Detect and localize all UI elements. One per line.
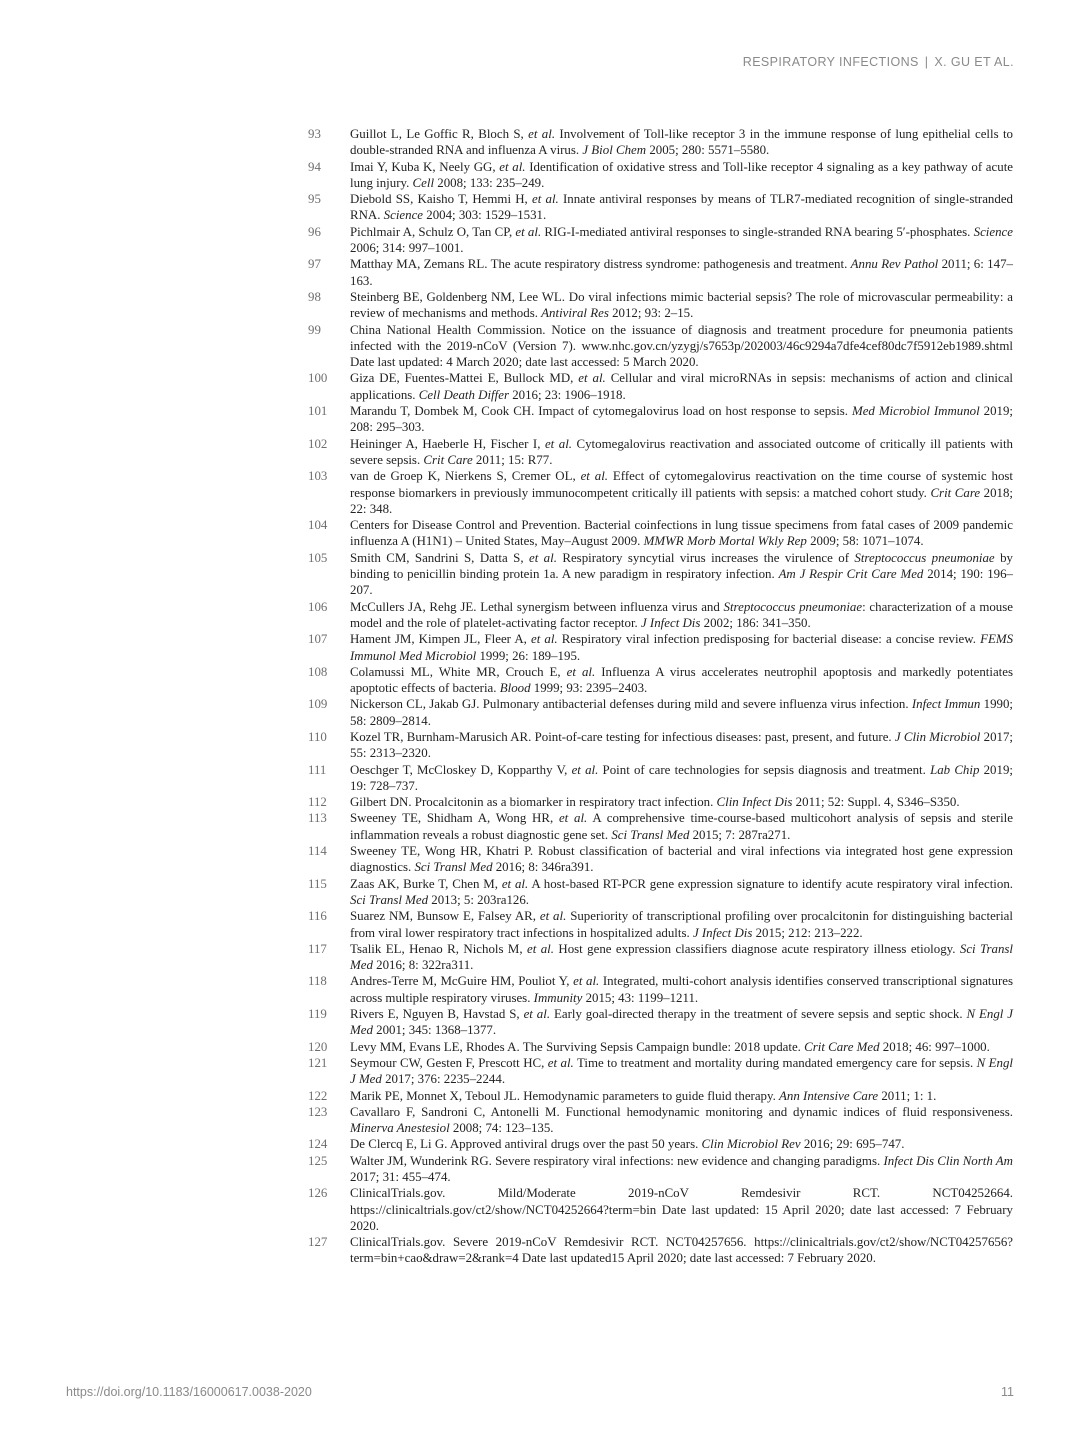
header-separator: |: [924, 55, 929, 69]
reference-item: [298, 256, 1013, 289]
reference-text: [350, 843, 1013, 876]
reference-number: 114: [308, 844, 327, 859]
reference-segment: van de Groep K, Nierkens S, Cremer OL,: [350, 469, 581, 484]
reference-italic-segment: Infect Immun: [911, 697, 981, 712]
reference-text: [350, 1055, 1013, 1088]
reference-segment: Walter JM, Wunderink RG. Severe respiratory viral infections: new evidence and changing paradigms.: [350, 1153, 884, 1168]
reference-segment: 2014; 190: 196–207.: [350, 567, 1013, 598]
reference-number: 113: [308, 811, 327, 826]
reference-segment: 2011; 52: Suppl. 4, S346–S350.: [792, 795, 960, 810]
reference-number: 105: [308, 550, 328, 565]
reference-italic-segment: et al.: [578, 371, 606, 386]
reference-item: [298, 908, 1013, 941]
reference-text: [350, 436, 1013, 469]
reference-number: 101: [308, 404, 328, 419]
reference-italic-segment: et al.: [528, 550, 557, 565]
reference-text: [350, 1185, 1013, 1234]
reference-segment: Marandu T, Dombek M, Cook CH. Impact of cytomegalovirus load on host response to sepsis.: [350, 404, 852, 419]
page-number: 11: [1001, 1385, 1014, 1399]
reference-item: [298, 403, 1013, 436]
reference-italic-segment: et al.: [528, 127, 556, 141]
reference-item: [298, 289, 1013, 322]
reference-segment: 2011; 6: 147–163.: [350, 257, 1013, 288]
reference-segment: Innate antiviral responses by means of TLR7-mediated recognition of single-stranded RNA.: [350, 192, 1013, 223]
reference-italic-segment: Infect Dis Clin North Am: [883, 1153, 1013, 1168]
reference-segment: 1990; 58: 2809–2814.: [350, 697, 1013, 728]
reference-number: 100: [308, 371, 328, 386]
reference-segment: 2017; 376: 2235–2244.: [381, 1072, 506, 1087]
reference-segment: 2015; 43: 1199–1211.: [582, 990, 699, 1005]
reference-segment: Gilbert DN. Procalcitonin as a biomarker in respiratory tract infection.: [350, 795, 717, 810]
reference-number: 119: [308, 1007, 327, 1022]
reference-number: 93: [308, 127, 321, 141]
reference-segment: Cavallaro F, Sandroni C, Antonelli M. Functional hemodynamic monitoring and dynamic indices of fluid responsiveness.: [350, 1104, 1013, 1119]
reference-segment: Identification of oxidative stress and Toll-like receptor 4 signaling as a key pathway of acute lung injury.: [350, 159, 1013, 190]
reference-segment: Point of care technologies for sepsis diagnosis and treatment.: [598, 762, 931, 777]
reference-segment: 2011; 15: R77.: [472, 452, 553, 467]
reference-italic-segment: et al.: [501, 876, 529, 891]
reference-segment: Diebold SS, Kaisho T, Hemmi H,: [350, 192, 532, 207]
reference-item: [298, 159, 1013, 192]
reference-text: [350, 191, 1013, 224]
journal-section: RESPIRATORY INFECTIONS: [742, 55, 919, 69]
reference-italic-segment: J Infect Dis: [640, 615, 701, 630]
reference-segment: Zaas AK, Burke T, Chen M,: [350, 876, 502, 891]
reference-italic-segment: et al.: [573, 974, 600, 989]
reference-segment: 2019; 19: 728–737.: [350, 762, 1013, 793]
reference-segment: Effect of cytomegalovirus reactivation on the time course of systemic host response biomarkers in previously immunocompetent critically ill patients with sepsis: a matched cohort study.: [350, 469, 1013, 500]
reference-number: 94: [308, 159, 321, 174]
running-head-authors: X. GU ET AL.: [934, 55, 1014, 69]
reference-segment: Levy MM, Evans LE, Rhodes A. The Surviving Sepsis Campaign bundle: 2018 update.: [350, 1039, 805, 1054]
reference-segment: 2005; 280: 5571–5580.: [646, 143, 770, 158]
reference-italic-segment: Sci Transl Med: [611, 827, 690, 842]
reference-text: [350, 729, 1013, 762]
reference-segment: Colamussi ML, White MR, Crouch E,: [350, 664, 567, 679]
reference-italic-segment: Annu Rev Pathol: [850, 257, 939, 272]
reference-segment: Hament JM, Kimpen JL, Fleer A,: [350, 632, 531, 647]
reference-item: [298, 729, 1013, 762]
reference-item: [298, 468, 1013, 517]
reference-number: 108: [308, 664, 328, 679]
reference-segment: Centers for Disease Control and Prevention. Bacterial coinfections in lung tissue specimens from fatal cases of 2009 pandemic influenza A (H1N1) – United States, May–August 2009.: [350, 518, 1013, 549]
reference-segment: 2018; 46: 997–1000.: [879, 1039, 990, 1054]
reference-number: 111: [308, 762, 327, 777]
reference-number: 115: [308, 876, 327, 891]
reference-text: [350, 1136, 1013, 1152]
reference-segment: Nickerson CL, Jakab GJ. Pulmonary antibacterial defenses during mild and severe influenza virus infection.: [350, 697, 912, 712]
reference-number: 121: [308, 1055, 328, 1070]
reference-segment: Tsalik EL, Henao R, Nichols M,: [350, 941, 528, 956]
reference-italic-segment: Streptococcus pneumoniae: [854, 550, 995, 565]
reference-item: [298, 1088, 1013, 1104]
reference-number: 104: [308, 518, 328, 533]
reference-italic-segment: Sci Transl Med: [350, 941, 1014, 973]
reference-italic-segment: et al.: [544, 436, 572, 451]
reference-text: [350, 126, 1013, 159]
reference-segment: Rivers E, Nguyen B, Havstad S,: [350, 1007, 524, 1022]
reference-segment: Kozel TR, Burnham-Marusich AR. Point-of-care testing for infectious diseases: past, present, and future.: [350, 729, 895, 744]
reference-segment: 2015; 7: 287ra271.: [689, 827, 791, 842]
reference-segment: Time to treatment and mortality during mandated emergency care for sepsis.: [573, 1055, 977, 1070]
reference-text: [350, 224, 1013, 257]
reference-italic-segment: et al.: [515, 224, 542, 239]
reference-number: 96: [308, 224, 321, 239]
reference-item: [298, 191, 1013, 224]
reference-item: [298, 1055, 1013, 1088]
reference-italic-segment: Sci Transl Med: [350, 892, 429, 907]
reference-segment: Early goal-directed therapy in the treatment of severe sepsis and septic shock.: [550, 1007, 967, 1022]
reference-item: [298, 810, 1013, 843]
reference-number: 110: [308, 729, 327, 744]
reference-italic-segment: et al.: [558, 811, 588, 826]
reference-item: [298, 1153, 1013, 1186]
reference-segment: by binding to penicillin binding protein 1a. A new paradigm in respiratory infection.: [350, 550, 1013, 582]
reference-number: 103: [308, 469, 328, 484]
reference-item: [298, 1006, 1013, 1039]
reference-text: [350, 696, 1013, 729]
reference-segment: Sweeney TE, Wong HR, Khatri P. Robust classification of bacterial and viral infections via integrated host gene expression diagnostics.: [350, 844, 1013, 875]
reference-segment: 2019; 208: 295–303.: [350, 404, 1013, 435]
reference-item: [298, 876, 1013, 909]
reference-italic-segment: N Engl J Med: [350, 1007, 1013, 1038]
reference-segment: A comprehensive time-course-based multicohort analysis of sepsis and sterile inflammation reveals a robust diagnostic gene set.: [350, 811, 1013, 842]
reference-segment: 2009; 58: 1071–1074.: [806, 534, 924, 549]
reference-text: [350, 289, 1013, 322]
reference-italic-segment: Science: [383, 208, 424, 223]
reference-italic-segment: Clin Infect Dis: [716, 795, 793, 810]
reference-segment: 2018; 22: 348.: [350, 485, 1014, 516]
reference-segment: Suarez NM, Bunsow E, Falsey AR,: [350, 909, 540, 924]
reference-item: [298, 843, 1013, 876]
reference-number: 126: [308, 1186, 328, 1201]
reference-italic-segment: et al.: [530, 632, 558, 647]
reference-text: [350, 322, 1013, 371]
reference-segment: 2016; 8: 322ra311.: [372, 958, 474, 973]
reference-italic-segment: Antiviral Res: [541, 306, 609, 321]
reference-text: [350, 1088, 1013, 1104]
reference-item: [298, 1039, 1013, 1055]
reference-number: 109: [308, 697, 328, 712]
reference-item: [298, 973, 1013, 1006]
reference-text: [350, 550, 1013, 599]
reference-italic-segment: et al.: [580, 469, 609, 484]
reference-segment: 1999; 26: 189–195.: [476, 648, 581, 663]
reference-number: 124: [308, 1137, 328, 1152]
reference-segment: Respiratory viral infection predisposing for bacterial disease: a concise review.: [557, 632, 981, 647]
reference-text: [350, 1234, 1013, 1267]
reference-segment: McCullers JA, Rehg JE. Lethal synergism between influenza virus and: [350, 599, 724, 614]
reference-italic-segment: Crit Care Med: [804, 1039, 880, 1054]
reference-number: 120: [308, 1039, 328, 1054]
reference-segment: China National Health Commission. Notice on the issuance of diagnosis and treatment procedure for pneumonia patients infected with the 2019-nCoV (Version 7). www.nhc.gov.cn/yzygj/s7653p/202003/46c9294a7dfe4cef80dc7f5912eb1989.shtml Date last updated: 4 March 2020; date last accessed: 5 March 2020.: [350, 322, 1013, 370]
reference-segment: Imai Y, Kuba K, Neely GG,: [350, 159, 500, 174]
reference-number: 122: [308, 1088, 328, 1103]
reference-segment: Seymour CW, Gesten F, Prescott HC,: [350, 1055, 548, 1070]
reference-segment: Involvement of Toll-like receptor 3 in the immune response of lung epithelial cells to double-stranded RNA and influenza A virus.: [350, 127, 1013, 158]
reference-italic-segment: Crit Care: [423, 452, 473, 467]
reference-segment: 2016; 29: 695–747.: [800, 1137, 905, 1152]
reference-segment: 2016; 23: 1906–1918.: [508, 387, 626, 402]
reference-segment: ClinicalTrials.gov. Severe 2019-nCoV Remdesivir RCT. NCT04257656. https://clinicaltrials.gov/ct2/show/NCT04257656?term=bin+cao&draw=2&rank=4 Date last updated15 April 2020; date last accessed: 7 February 2020.: [350, 1235, 1013, 1266]
reference-segment: 2011; 1: 1.: [878, 1088, 937, 1103]
reference-italic-segment: Sci Transl Med: [414, 860, 493, 875]
reference-italic-segment: Med Microbiol Immunol: [851, 404, 980, 419]
reference-italic-segment: FEMS Immunol Med Microbiol: [350, 632, 1014, 663]
reference-text: [350, 908, 1013, 941]
reference-italic-segment: et al.: [547, 1055, 574, 1070]
reference-italic-segment: MMWR Morb Mortal Wkly Rep: [643, 534, 807, 549]
reference-segment: 2008; 74: 123–135.: [449, 1121, 554, 1136]
reference-segment: Host gene expression classifiers diagnose acute respiratory illness etiology.: [553, 941, 960, 956]
reference-segment: Marik PE, Monnet X, Teboul JL. Hemodynamic parameters to guide fluid therapy.: [350, 1088, 780, 1103]
reference-segment: 2008; 133: 235–249.: [434, 175, 545, 190]
reference-number: 107: [308, 632, 328, 647]
reference-number: 98: [308, 289, 321, 304]
reference-number: 118: [308, 974, 327, 989]
reference-item: [298, 1185, 1013, 1234]
reference-item: [298, 941, 1013, 974]
reference-segment: Respiratory syncytial virus increases the virulence of: [556, 550, 855, 565]
reference-italic-segment: Cell: [412, 175, 435, 190]
reference-segment: Influenza A virus accelerates neutrophil apoptosis and markedly potentiates apoptotic effects of bacteria.: [350, 664, 1014, 696]
reference-segment: Heininger A, Haeberle H, Fischer I,: [350, 436, 545, 451]
reference-text: [350, 517, 1013, 550]
reference-number: 127: [308, 1235, 328, 1250]
reference-italic-segment: N Engl J Med: [350, 1055, 1014, 1087]
reference-text: [350, 599, 1013, 632]
running-head: [743, 55, 1014, 69]
reference-italic-segment: et al.: [531, 192, 559, 207]
reference-item: [298, 696, 1013, 729]
reference-segment: Giza DE, Fuentes-Mattei E, Bullock MD,: [350, 371, 579, 386]
reference-text: [350, 762, 1013, 795]
reference-segment: 2004; 303: 1529–1531.: [423, 208, 547, 223]
reference-number: 125: [308, 1153, 328, 1168]
reference-segment: De Clercq E, Li G. Approved antiviral drugs over the past 50 years.: [350, 1137, 702, 1152]
reference-text: [350, 664, 1013, 697]
reference-segment: Cellular and viral microRNAs in sepsis: mechanisms of action and clinical applications.: [350, 371, 1014, 402]
reference-segment: 2015; 212: 213–222.: [752, 925, 863, 940]
reference-italic-segment: Crit Care: [930, 485, 981, 500]
reference-item: [298, 370, 1013, 403]
reference-segment: Sweeney TE, Shidham A, Wong HR,: [350, 811, 559, 826]
reference-segment: Matthay MA, Zemans RL. The acute respiratory distress syndrome: pathogenesis and treatment.: [350, 257, 851, 272]
reference-item: [298, 436, 1013, 469]
reference-item: [298, 224, 1013, 257]
reference-number: 117: [308, 941, 327, 956]
reference-segment: 2013; 5: 203ra126.: [428, 892, 530, 907]
reference-text: [350, 810, 1013, 843]
reference-segment: 2002; 186: 341–350.: [700, 615, 811, 630]
reference-segment: A host-based RT-PCR gene expression signature to identify acute respiratory viral infection.: [528, 876, 1014, 891]
reference-number: 102: [308, 436, 328, 451]
reference-text: [350, 631, 1013, 664]
reference-italic-segment: Lab Chip: [930, 762, 980, 777]
reference-segment: Andres-Terre M, McGuire HM, Pouliot Y,: [350, 974, 574, 989]
reference-text: [350, 1039, 1013, 1055]
reference-segment: Steinberg BE, Goldenberg NM, Lee WL. Do viral infections mimic bacterial sepsis? The role of microvascular permeability: a review of mechanisms and methods.: [350, 289, 1013, 321]
reference-item: [298, 664, 1013, 697]
reference-number: 95: [308, 192, 321, 207]
reference-italic-segment: Minerva Anestesiol: [350, 1121, 450, 1136]
reference-number: 116: [308, 909, 327, 924]
reference-text: [350, 876, 1013, 909]
reference-italic-segment: Clin Microbiol Rev: [701, 1137, 801, 1152]
reference-text: [350, 256, 1013, 289]
reference-item: [298, 794, 1013, 810]
reference-text: [350, 403, 1013, 436]
reference-item: [298, 1234, 1013, 1267]
reference-list: [298, 126, 1013, 1267]
reference-italic-segment: Cell Death Differ: [418, 387, 509, 402]
reference-italic-segment: et al.: [499, 159, 526, 174]
reference-text: [350, 1153, 1013, 1186]
reference-number: 99: [308, 322, 321, 337]
reference-italic-segment: et al.: [523, 1007, 551, 1022]
reference-segment: 2012; 93: 2–15.: [608, 306, 694, 321]
reference-segment: 2017; 55: 2313–2320.: [350, 729, 1013, 761]
reference-text: [350, 159, 1013, 192]
reference-text: [350, 941, 1013, 974]
reference-segment: Oeschger T, McCloskey D, Kopparthy V,: [350, 762, 572, 777]
reference-segment: 1999; 93: 2395–2403.: [530, 681, 648, 696]
reference-italic-segment: Ann Intensive Care: [779, 1088, 879, 1103]
reference-text: [350, 370, 1013, 403]
reference-italic-segment: J Biol Chem: [582, 143, 647, 158]
reference-item: [298, 550, 1013, 599]
reference-segment: RIG-I-mediated antiviral responses to single-stranded RNA bearing 5′-phosphates.: [541, 224, 974, 239]
reference-text: [350, 1006, 1013, 1039]
reference-number: 112: [308, 795, 327, 810]
reference-number: 97: [308, 257, 321, 272]
reference-item: [298, 1104, 1013, 1137]
reference-item: [298, 599, 1013, 632]
reference-italic-segment: et al.: [539, 909, 567, 924]
reference-segment: 2006; 314: 997–1001.: [350, 241, 464, 256]
reference-segment: Superiority of transcriptional profiling over procalcitonin for distinguishing bacterial from viral lower respiratory tract infections in hospitalized adults.: [350, 909, 1013, 940]
reference-segment: Guillot L, Le Goffic R, Bloch S,: [350, 127, 529, 141]
reference-item: [298, 1136, 1013, 1152]
reference-italic-segment: Science: [973, 224, 1013, 239]
reference-segment: Cytomegalovirus reactivation and associated outcome of critically ill patients with severe sepsis.: [350, 436, 1013, 467]
reference-italic-segment: J Clin Microbiol: [894, 729, 981, 744]
reference-italic-segment: et al.: [566, 664, 596, 679]
reference-segment: Integrated, multi-cohort analysis identifies conserved transcriptional signatures across multiple respiratory viruses.: [350, 974, 1013, 1005]
reference-italic-segment: Am J Respir Crit Care Med: [778, 567, 924, 582]
reference-italic-segment: et al.: [527, 941, 554, 956]
reference-text: [350, 973, 1013, 1006]
reference-italic-segment: Blood: [499, 681, 531, 696]
reference-segment: : characterization of a mouse model and the role of platelet-activating factor receptor.: [350, 599, 1013, 630]
reference-italic-segment: Streptococcus pneumoniae: [723, 599, 863, 614]
reference-segment: 2016; 8: 346ra391.: [492, 860, 594, 875]
reference-number: 123: [308, 1104, 328, 1119]
reference-italic-segment: J Infect Dis: [692, 925, 753, 940]
reference-segment: Pichlmair A, Schulz O, Tan CP,: [350, 224, 516, 239]
reference-italic-segment: et al.: [571, 762, 599, 777]
reference-item: [298, 126, 1013, 159]
reference-segment: 2001; 345: 1368–1377.: [372, 1023, 497, 1038]
reference-number: 106: [308, 599, 328, 614]
reference-text: [350, 1104, 1013, 1137]
reference-item: [298, 762, 1013, 795]
reference-text: [350, 794, 1013, 810]
reference-text: [350, 468, 1013, 517]
reference-item: [298, 322, 1013, 371]
reference-segment: ClinicalTrials.gov. Mild/Moderate 2019-nCoV Remdesivir RCT. NCT04252664. https://clinicaltrials.gov/ct2/show/NCT04252664?term=bin Date last updated: 15 April 2020; date last accessed: 7 February 2020.: [350, 1186, 1013, 1233]
reference-segment: 2017; 31: 455–474.: [350, 1170, 451, 1184]
reference-item: [298, 631, 1013, 664]
reference-item: [298, 517, 1013, 550]
reference-segment: Smith CM, Sandrini S, Datta S,: [350, 550, 529, 565]
doi-link[interactable]: https://doi.org/10.1183/16000617.0038-2020: [66, 1385, 312, 1399]
reference-italic-segment: Immunity: [533, 990, 583, 1005]
